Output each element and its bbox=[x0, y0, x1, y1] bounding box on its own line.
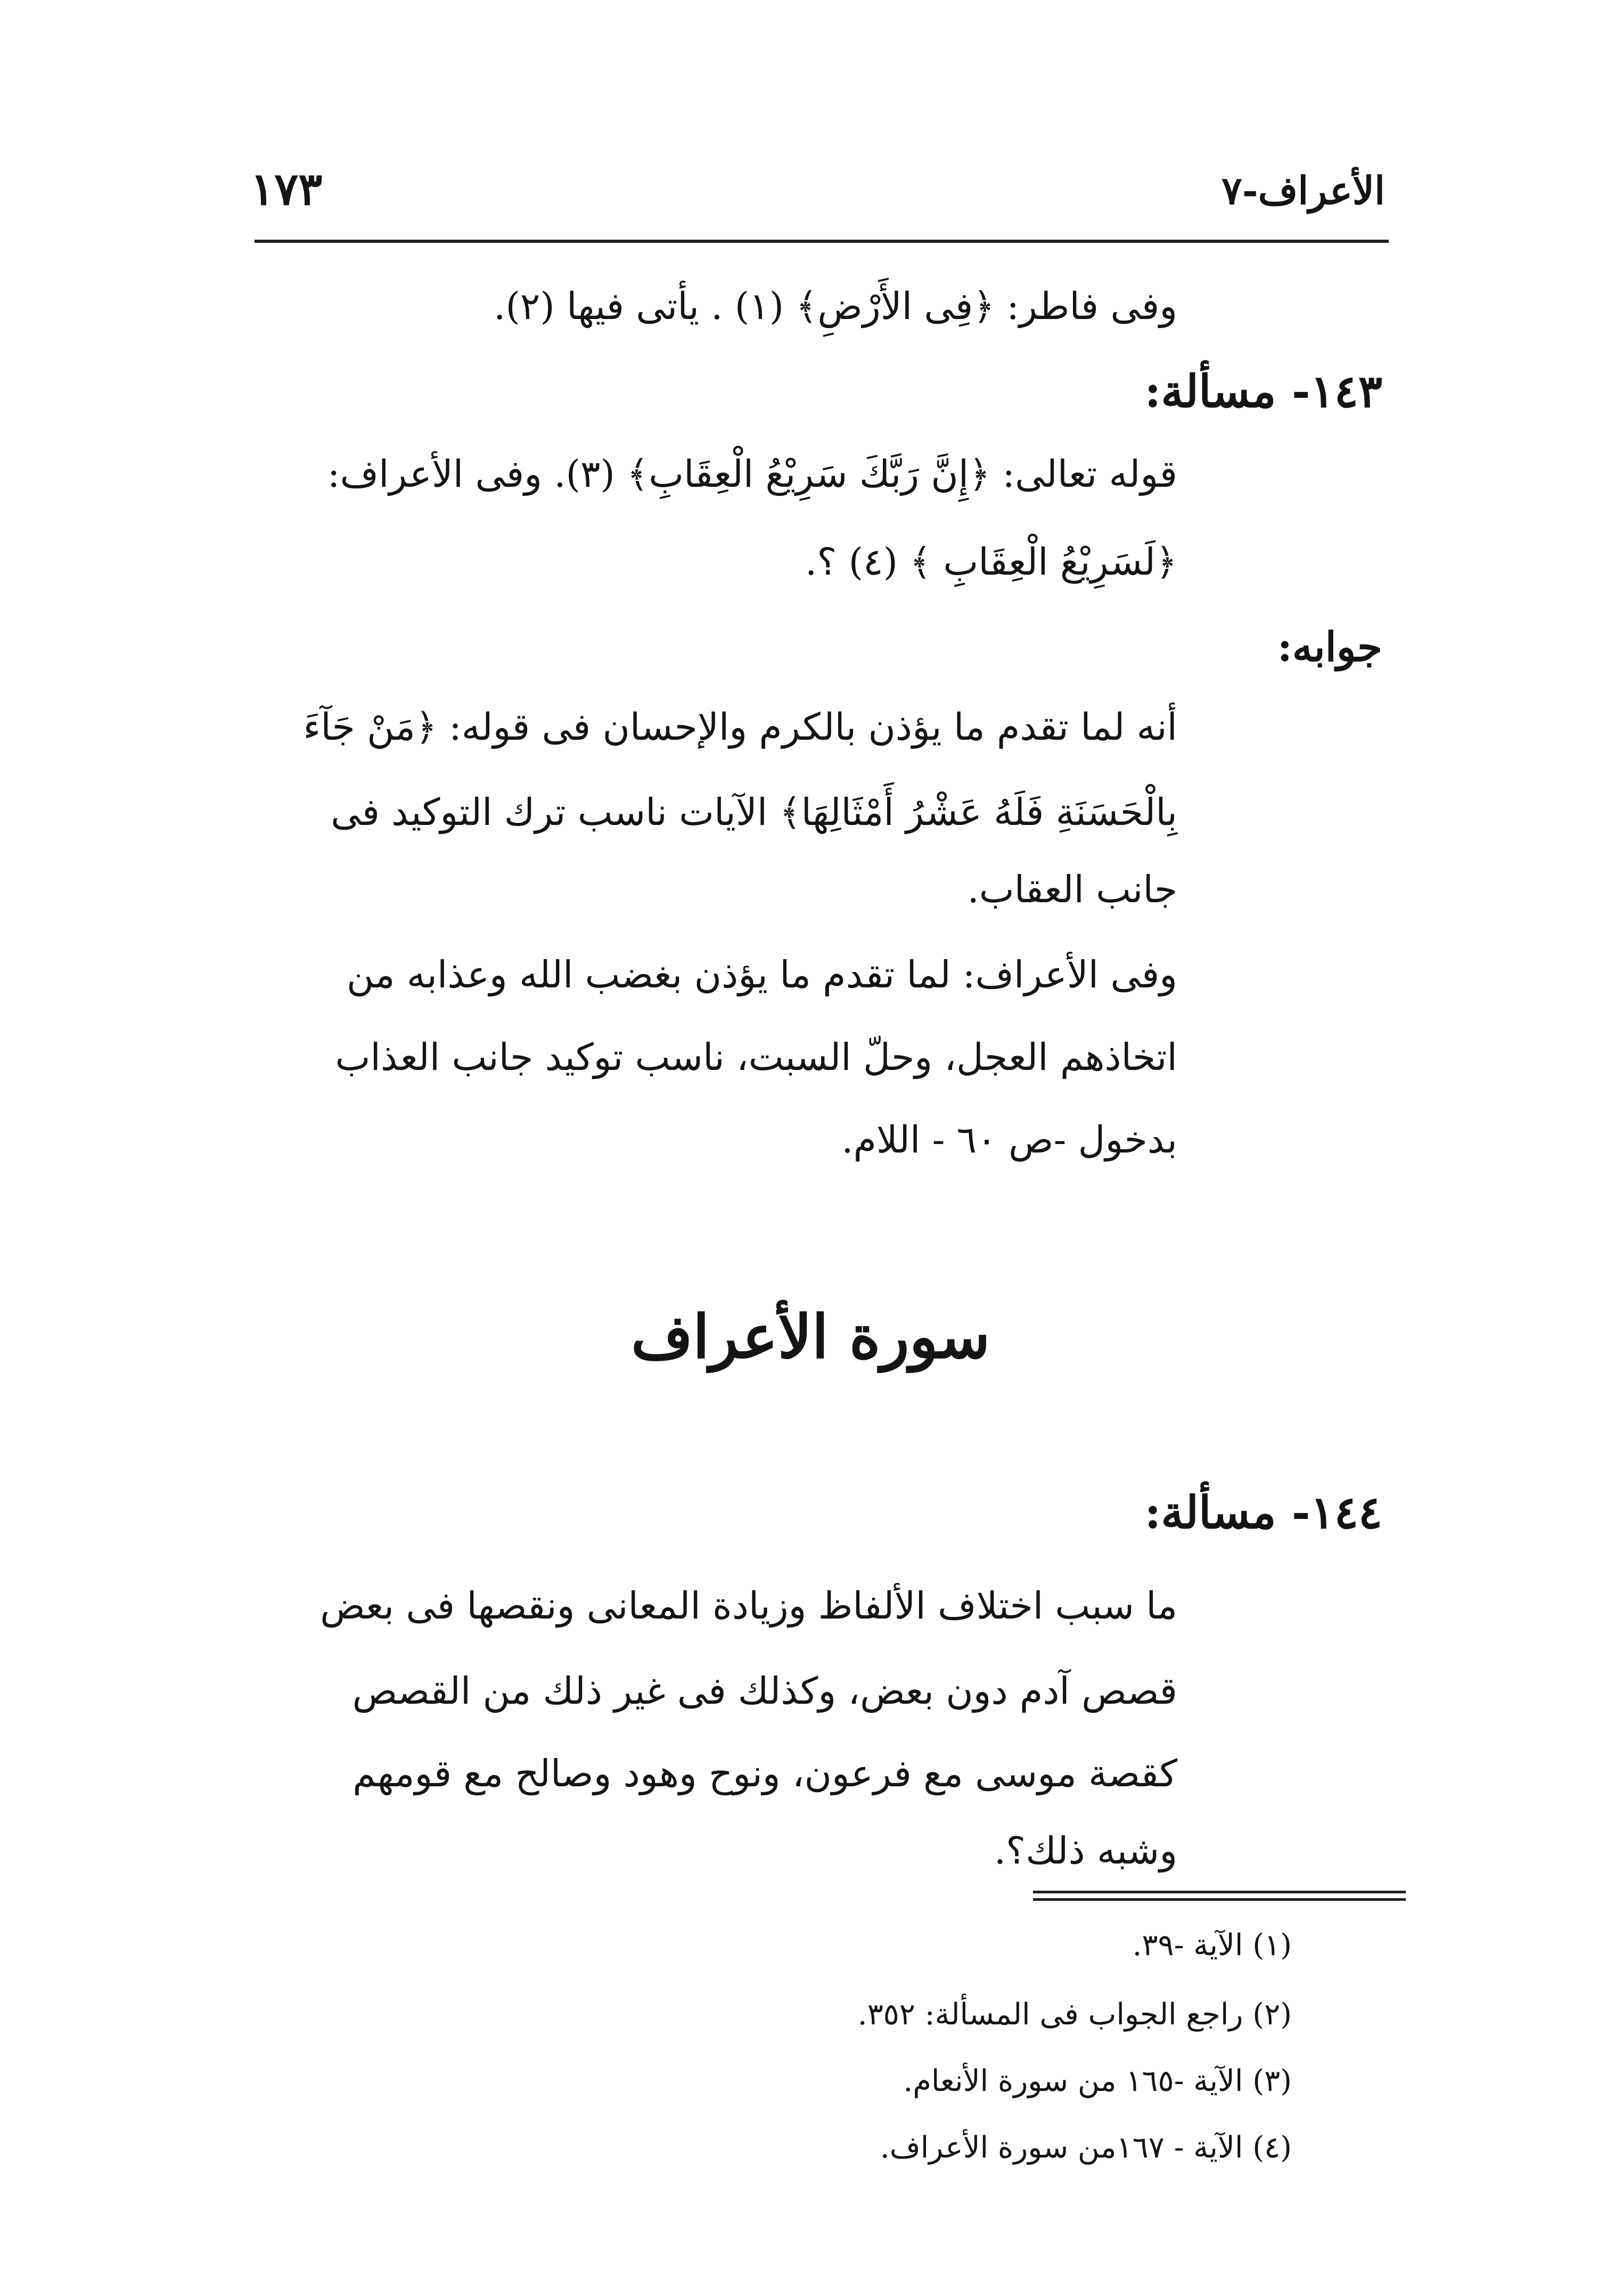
question-143-line-2: ﴿لَسَرِيْعُ الْعِقَابِ ﴾ (٤) ؟. bbox=[805, 540, 1177, 584]
footnote-4: (٤) الآية - ١٦٧من سورة الأعراف. bbox=[880, 2130, 1292, 2165]
header-rule bbox=[255, 240, 1389, 243]
answer-p2-line-2: اتخاذهم العجل، وحلّ السبت، ناسب توكيد جانب العذاب bbox=[335, 1035, 1177, 1079]
page-number: ١٧٣ bbox=[250, 162, 323, 215]
answer-p1-line-3: جانب العقاب. bbox=[967, 868, 1177, 911]
question-144-line-1: ما سبب اختلاف الألفاظ وزيادة المعانى ونقصها فى بعض bbox=[320, 1584, 1177, 1628]
answer-label: جوابه: bbox=[1277, 623, 1382, 671]
answer-p1-line-1: أنه لما تقدم ما يؤذن بالكرم والإحسان فى قوله: ﴿مَنْ جَآءَ bbox=[303, 705, 1177, 749]
continuation-line: وفى فاطر: ﴿فِى الأَرْضِ﴾ (١) . يأتى فيها (٢). bbox=[494, 284, 1177, 328]
running-head: الأعراف-٧ bbox=[1222, 168, 1385, 213]
answer-p2-line-1: وفى الأعراف: لما تقدم ما يؤذن بغضب الله وعذابه من bbox=[346, 953, 1177, 996]
question-143-line-1: قوله تعالى: ﴿إِنَّ رَبَّكَ سَرِيْعُ الْعِقَابِ﴾ (٣). وفى الأعراف: bbox=[327, 452, 1177, 496]
footnote-3: (٣) الآية -١٦٥ من سورة الأنعام. bbox=[903, 2064, 1292, 2098]
question-144-line-2: قصص آدم دون بعض، وكذلك فى غير ذلك من القصص bbox=[352, 1669, 1177, 1713]
question-144-line-4: وشبه ذلك؟. bbox=[994, 1829, 1177, 1873]
question-143-heading: ١٤٣- مسألة: bbox=[1144, 365, 1382, 418]
answer-p1-line-2: بِالْحَسَنَةِ فَلَهُ عَشْرُ أَمْثَالِهَا﴾ الآيات ناسب ترك التوكيد فى bbox=[331, 790, 1177, 834]
footnote-1: (١) الآية -٣٩. bbox=[1132, 1928, 1292, 1963]
footnote-rule-top bbox=[1033, 1891, 1406, 1893]
surah-title: سورة الأعراف bbox=[631, 1302, 990, 1372]
footnote-2: (٢) راجع الجواب فى المسألة: ٣٥٢. bbox=[857, 1997, 1292, 2032]
question-144-heading: ١٤٤- مسألة: bbox=[1144, 1486, 1382, 1539]
footnote-rule-bottom bbox=[1033, 1898, 1406, 1901]
answer-p2-line-3: بدخول -ص ٦٠ - اللام. bbox=[841, 1118, 1177, 1162]
question-144-line-3: كقصة موسى مع فرعون، ونوح وهود وصالح مع قومهم bbox=[353, 1752, 1177, 1795]
